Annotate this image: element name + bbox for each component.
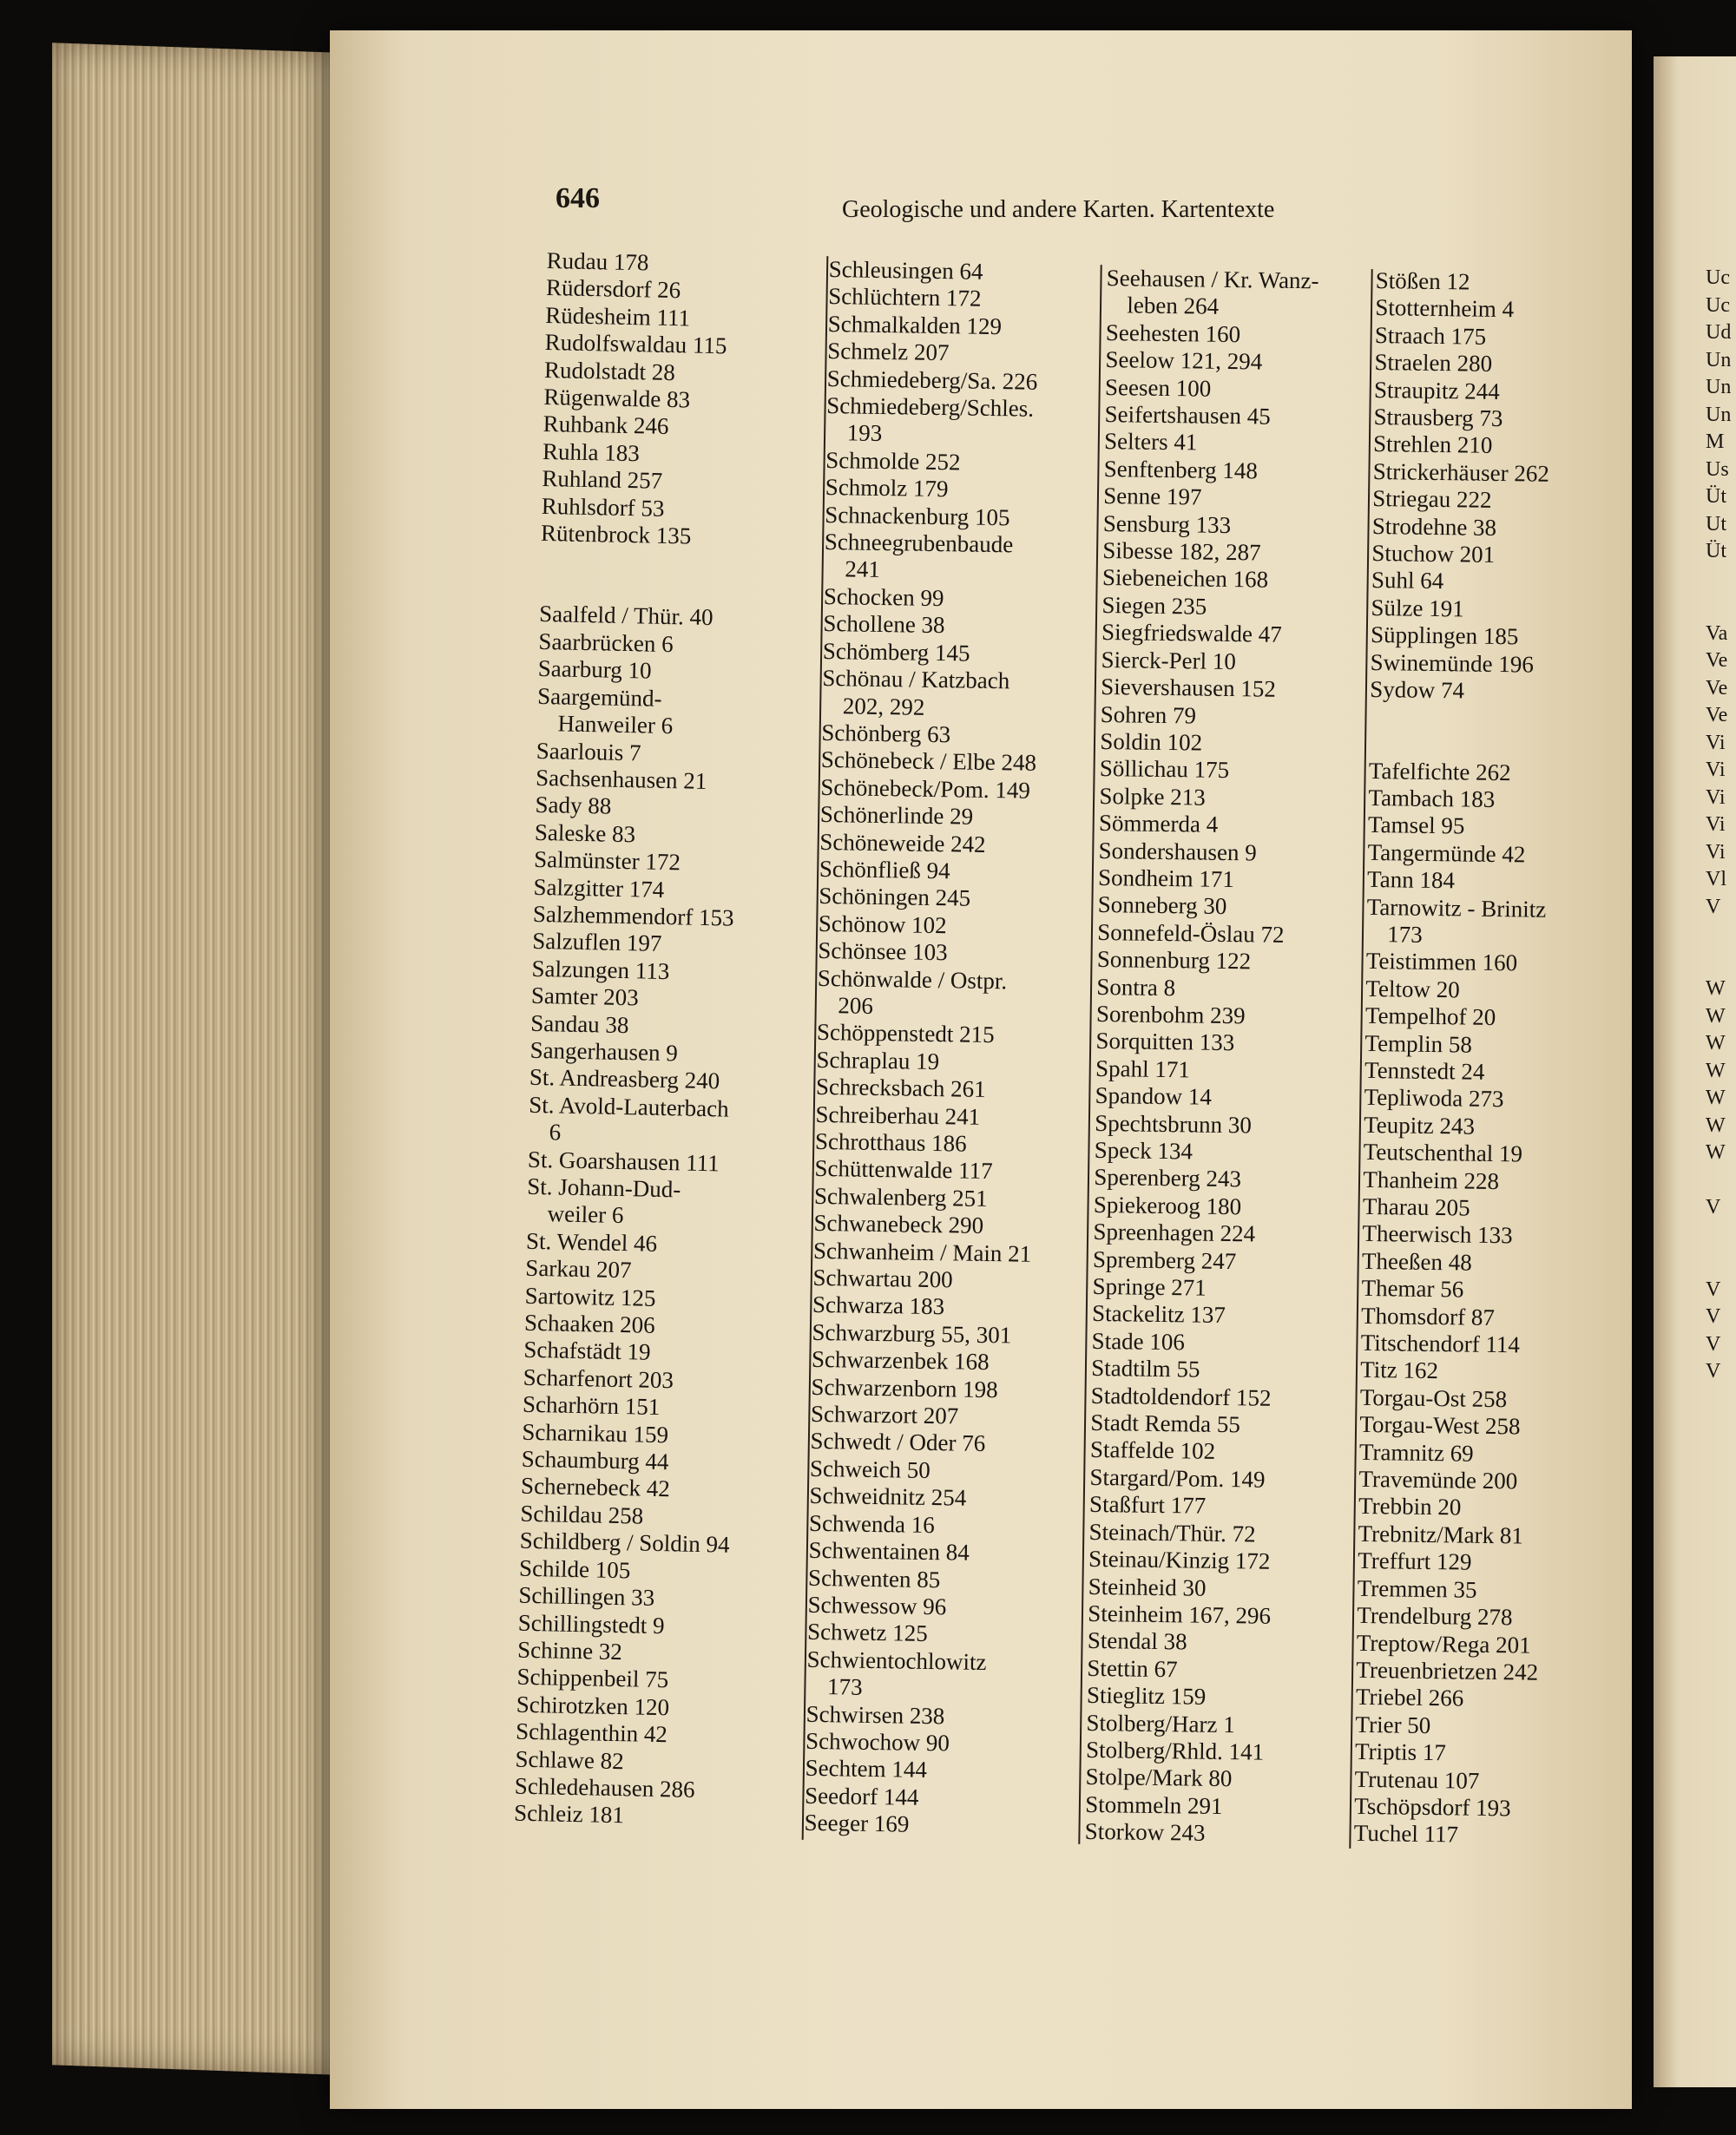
index-column-3 <box>1085 265 1367 1849</box>
index-entry: Sorenbohm 239 <box>1095 1000 1246 1029</box>
index-entry: Schleiz 181 <box>513 1799 625 1829</box>
index-entry: Rüdesheim 111 <box>545 301 691 332</box>
index-entry: Schwanebeck 290 <box>813 1210 984 1239</box>
index-entry: Tangermünde 42 <box>1367 838 1526 868</box>
next-page-fragment: Un <box>1706 403 1732 426</box>
index-entry: Saarlouis 7 <box>536 737 641 765</box>
index-entry: Schwarzenbek 168 <box>811 1346 990 1376</box>
index-entry: Sensburg 133 <box>1102 509 1232 538</box>
index-entry: Schildau 258 <box>520 1500 644 1529</box>
index-entry: Schwartau 200 <box>812 1264 953 1293</box>
index-entry: Teutschenthal 19 <box>1363 1139 1523 1167</box>
index-entry: Salzgitter 174 <box>533 873 665 903</box>
index-entry: Schwalenberg 251 <box>813 1182 988 1212</box>
index-entry: Tafelfichte 262 <box>1368 757 1511 785</box>
next-page-fragment: W <box>1706 1059 1726 1082</box>
index-entry: 193 <box>846 419 883 447</box>
next-page-fragments <box>1706 265 1736 1386</box>
index-entry: Steinach/Thür. 72 <box>1088 1518 1256 1547</box>
index-entry: Schönsee 103 <box>818 937 948 966</box>
index-entry: Saarburg 10 <box>537 655 652 684</box>
index-entry: Schmolde 252 <box>825 446 961 476</box>
index-entry: Schönfließ 94 <box>819 855 950 884</box>
index-entry: Scharnikau 159 <box>522 1418 669 1448</box>
index-entry: Schmolz 179 <box>825 474 949 503</box>
index-entry: Swinemünde 196 <box>1370 648 1535 678</box>
index-entry: Stadt Remda 55 <box>1090 1409 1241 1438</box>
index-entry: Stadtoldendorf 152 <box>1090 1382 1272 1411</box>
index-entry: Tramnitz 69 <box>1358 1438 1474 1467</box>
index-entry: Schernebeck 42 <box>520 1473 671 1502</box>
index-entry: Schnackenburg 105 <box>825 501 1010 530</box>
index-entry: Salzungen 113 <box>531 955 670 984</box>
index-entry: Torgau-Ost 258 <box>1359 1383 1508 1413</box>
index-entry: Rüdersdorf 26 <box>545 274 681 304</box>
index-entry: Staffelde 102 <box>1089 1436 1216 1465</box>
index-entry: Ruhla 183 <box>542 437 641 467</box>
index-column-1 <box>514 247 807 1833</box>
index-entry: Straupitz 244 <box>1373 376 1500 404</box>
index-entry: Schirotzken 120 <box>516 1691 670 1721</box>
index-entry: Trier 50 <box>1355 1711 1431 1738</box>
next-page-fragment <box>1706 593 1736 621</box>
index-entry: Seehesten 160 <box>1105 319 1241 347</box>
book-page-edges <box>52 43 339 2075</box>
index-entry: Schocken 99 <box>823 582 944 612</box>
index-entry: Schwanheim / Main 21 <box>812 1237 1032 1267</box>
next-page-fragment: V <box>1706 895 1721 918</box>
index-entry: Schmalkalden 129 <box>827 310 1003 339</box>
index-entry: Ruhlsdorf 53 <box>541 492 665 522</box>
index-entry: Treffurt 129 <box>1357 1547 1472 1575</box>
index-entry: Strickerhäuser 262 <box>1372 457 1550 487</box>
index-entry: Tambach 183 <box>1368 784 1496 812</box>
index-entry: Schwentainen 84 <box>808 1536 970 1566</box>
index-entry: Teltow 20 <box>1365 975 1460 1003</box>
next-page-fragment: V <box>1706 1278 1721 1301</box>
index-entry: Siegfriedswalde 47 <box>1101 619 1282 648</box>
index-entry: Striegau 222 <box>1372 485 1492 514</box>
index-entry: Sangerhausen 9 <box>529 1036 679 1067</box>
index-entry: weiler 6 <box>547 1200 624 1229</box>
index-entry: Schaumburg 44 <box>521 1445 669 1475</box>
next-page-fragment <box>1706 1167 1736 1195</box>
index-entry: Tharau 205 <box>1362 1192 1470 1221</box>
next-page-fragment <box>1706 1222 1736 1250</box>
index-entry: Seehausen / Kr. Wanz- <box>1106 265 1319 294</box>
index-entry: 241 <box>845 555 881 583</box>
index-entry: Steinheim 167, 296 <box>1088 1600 1272 1629</box>
index-entry: 173 <box>1387 921 1423 948</box>
index-entry: Stolberg/Harz 1 <box>1086 1709 1235 1738</box>
index-entry: Schrecksbach 261 <box>815 1074 986 1103</box>
index-entry: Schöningen 245 <box>819 883 971 911</box>
index-entry: Schippenbeil 75 <box>516 1663 669 1693</box>
index-entry: Sievershausen 152 <box>1101 673 1277 702</box>
next-page-fragment <box>1706 1249 1736 1277</box>
index-entry: Schinne 32 <box>516 1636 623 1665</box>
index-entry: Stolpe/Mark 80 <box>1085 1764 1233 1792</box>
index-entry: Saargemünd- <box>536 682 662 712</box>
index-entry: Schönwalde / Ostpr. <box>817 964 1008 994</box>
index-entry: Stuchow 201 <box>1371 540 1496 568</box>
index-entry: Torgau-West 258 <box>1359 1411 1521 1440</box>
index-entry: Theerwisch 133 <box>1362 1220 1513 1249</box>
index-entry: Schönebeck / Elbe 248 <box>820 746 1037 777</box>
index-entry: Schaaken 206 <box>523 1309 656 1338</box>
index-entry: Siegen 235 <box>1101 591 1207 620</box>
index-entry: Suhl 64 <box>1371 567 1444 595</box>
index-entry: Schrotthaus 186 <box>814 1127 967 1157</box>
index-entry: Seelow 121, 294 <box>1105 346 1263 375</box>
index-entry: Steinau/Kinzig 172 <box>1088 1545 1271 1574</box>
index-entry: leben 264 <box>1127 292 1220 320</box>
index-entry: Speck 134 <box>1094 1136 1194 1165</box>
index-entry: Hanweiler 6 <box>557 710 674 739</box>
index-entry: Teupitz 243 <box>1363 1111 1476 1140</box>
index-entry: Stommeln 291 <box>1085 1790 1223 1819</box>
index-entry: Strehlen 210 <box>1372 430 1493 459</box>
page-header <box>556 182 1337 234</box>
index-entry: Schneegrubenbaude <box>824 529 1014 558</box>
next-page-fragment: Us <box>1706 457 1729 481</box>
index-entry: Saalfeld / Thür. 40 <box>538 601 713 631</box>
next-page-fragment: V <box>1706 1305 1721 1328</box>
index-entry: Schildberg / Soldin 94 <box>519 1527 730 1559</box>
index-entry: Stieglitz 159 <box>1086 1681 1207 1710</box>
index-entry: Saarbrücken 6 <box>538 627 674 658</box>
index-entry: Storkow 243 <box>1084 1817 1206 1846</box>
index-entry: Schönebeck/Pom. 149 <box>820 773 1031 804</box>
index-entry: Trutenau 107 <box>1354 1765 1480 1794</box>
index-entry: Senftenberg 148 <box>1103 455 1259 484</box>
index-entry: Spechtsbrunn 30 <box>1094 1109 1253 1139</box>
next-page-fragment: W <box>1706 1113 1726 1137</box>
index-entry: Schwarzburg 55, 301 <box>812 1318 1012 1349</box>
index-entry: Treptow/Rega 201 <box>1356 1629 1531 1659</box>
index-entry: Stolberg/Rhld. 141 <box>1085 1736 1265 1765</box>
index-entry: Schömberg 145 <box>822 637 970 667</box>
index-entry: Sydow 74 <box>1370 676 1465 704</box>
index-entry: Rudau 178 <box>546 247 649 276</box>
index-entry: Sorquitten 133 <box>1095 1028 1235 1056</box>
index-entry: Theeßen 48 <box>1361 1247 1472 1276</box>
next-page-fragment: Vi <box>1706 759 1726 781</box>
index-entry: Schönerlinde 29 <box>819 801 974 830</box>
index-entry: Süpplingen 185 <box>1370 621 1519 650</box>
index-entry: Staßfurt 177 <box>1088 1491 1207 1520</box>
index-entry: Schüttenwalde 117 <box>814 1155 993 1185</box>
index-entry: Schönow 102 <box>818 910 947 938</box>
index-entry: Stade 106 <box>1091 1327 1186 1356</box>
index-entry: Stackelitz 137 <box>1091 1300 1226 1329</box>
index-entry: Schillingen 33 <box>518 1581 655 1612</box>
index-entry: Rudolstadt 28 <box>543 356 676 385</box>
index-entry: Sontra 8 <box>1096 973 1176 1001</box>
index-entry: Schleusingen 64 <box>828 256 983 285</box>
index-entry: Scharhörn 151 <box>522 1390 661 1421</box>
index-entry: Schollene 38 <box>823 610 945 639</box>
index-entry: Schraplau 19 <box>816 1046 940 1074</box>
index-entry: Schmiedeberg/Sa. 226 <box>826 365 1038 395</box>
index-entry: Travemünde 200 <box>1358 1465 1518 1494</box>
next-page-fragment: Vi <box>1706 840 1726 864</box>
index-entry: Samter 203 <box>530 982 639 1011</box>
running-head: Geologische und andere Karten. Kartentexte <box>842 196 1275 223</box>
index-entry: Ruhbank 246 <box>542 411 669 440</box>
index-entry: Seeger 169 <box>804 1809 910 1837</box>
index-entry: Trebnitz/Mark 81 <box>1358 1520 1524 1549</box>
index-entry: St. Goarshausen 111 <box>527 1146 720 1176</box>
index-entry: Schwientochlowitz <box>806 1646 987 1675</box>
index-entry: Teistimmen 160 <box>1365 948 1518 976</box>
index-entry: 206 <box>838 992 874 1019</box>
index-entry: Spreenhagen 224 <box>1093 1219 1256 1247</box>
index-entry: Tennstedt 24 <box>1364 1056 1485 1085</box>
next-page-fragment: V <box>1706 1332 1721 1356</box>
index-entry: Schafstädt 19 <box>523 1337 651 1366</box>
index-entry: Trebbin 20 <box>1358 1493 1462 1521</box>
index-entry: Tschöpsdorf 193 <box>1354 1792 1511 1822</box>
index-entry: Schöneweide 242 <box>819 828 986 857</box>
index-entry: Steinheid 30 <box>1088 1573 1207 1601</box>
next-page-fragment: V <box>1706 1196 1721 1219</box>
index-entry: Sartowitz 125 <box>524 1282 656 1311</box>
index-entry: Tamsel 95 <box>1367 811 1465 839</box>
next-page-fragment: Vi <box>1706 731 1726 754</box>
index-entry: Springe 271 <box>1092 1272 1207 1301</box>
index-entry: Strodehne 38 <box>1371 512 1497 541</box>
index-entry: Trendelburg 278 <box>1357 1601 1513 1631</box>
next-page-fragment: Vi <box>1706 785 1726 809</box>
index-entry: Schönberg 63 <box>821 719 951 748</box>
index-entry: Schönau / Katzbach <box>822 665 1010 694</box>
index-entry: Spremberg 247 <box>1092 1245 1237 1274</box>
index-entry: Salmünster 172 <box>533 845 681 876</box>
index-entry: Straelen 280 <box>1374 349 1493 378</box>
next-page-fragment: W <box>1706 1032 1726 1054</box>
next-page-fragment: Un <box>1706 376 1732 398</box>
next-page-fragment: Ut <box>1706 512 1726 535</box>
next-page-fragment: W <box>1706 1141 1726 1164</box>
index-entry: Sechtem 144 <box>805 1755 928 1784</box>
index-entry: Seesen 100 <box>1104 373 1212 402</box>
index-entry: Rudolfswaldau 115 <box>544 329 727 359</box>
index-entry: Schweich 50 <box>809 1455 930 1483</box>
index-entry: Schlawe 82 <box>515 1745 625 1774</box>
index-entry: Stadtilm 55 <box>1091 1355 1200 1383</box>
index-entry: Stargard/Pom. 149 <box>1089 1463 1266 1493</box>
index-column-2 <box>804 256 1089 1841</box>
index-entry: Tann 184 <box>1366 866 1456 894</box>
next-page-fragment: Ve <box>1706 649 1728 672</box>
index-entry: Sady 88 <box>535 792 612 820</box>
index-entry: Tempelhof 20 <box>1364 1002 1496 1031</box>
next-page-fragment: Uc <box>1706 293 1730 317</box>
index-entry: Schilde 105 <box>518 1554 631 1584</box>
index-entry: 173 <box>826 1673 863 1700</box>
index-entry: Themar 56 <box>1361 1275 1464 1303</box>
index-entry: Thanheim 228 <box>1363 1166 1500 1194</box>
index-entry: Seifertshausen 45 <box>1104 401 1271 430</box>
page-number: 646 <box>556 182 600 214</box>
index-entry: 202, 292 <box>842 692 925 720</box>
index-entry: Sandau 38 <box>529 1009 629 1038</box>
index-entry: Triebel 266 <box>1355 1684 1464 1711</box>
next-page-fragment <box>1706 949 1736 976</box>
index-entry: Strausberg 73 <box>1373 404 1503 432</box>
index-entry: Sachsenhausen 21 <box>535 764 707 794</box>
index-entry: Sibesse 182, 287 <box>1102 537 1261 566</box>
next-page-fragment: Ve <box>1706 704 1728 726</box>
next-page-fragment: V <box>1706 1360 1721 1383</box>
index-entry: Schöppenstedt 215 <box>816 1019 995 1048</box>
index-entry: Schmelz 207 <box>827 338 950 366</box>
index-entry: St. Avold-Lauterbach <box>528 1091 730 1122</box>
index-entry: Titz 162 <box>1360 1357 1439 1384</box>
index-entry: Schwarzenborn 198 <box>811 1373 998 1403</box>
index-entry: Schmiedeberg/Schles. <box>826 392 1035 422</box>
index-entry: Salzuflen 197 <box>531 928 662 957</box>
index-entry: Söllichau 175 <box>1099 755 1230 784</box>
index-entry: Stendal 38 <box>1087 1627 1187 1655</box>
index-entry: Spandow 14 <box>1095 1082 1213 1110</box>
index-entry: Spiekeroog 180 <box>1093 1191 1242 1220</box>
index-entry: Schweidnitz 254 <box>809 1482 967 1511</box>
index-entry: Solpke 213 <box>1099 782 1206 811</box>
index-entry: Soldin 102 <box>1100 727 1203 756</box>
index-entry: Sömmerda 4 <box>1098 810 1219 838</box>
next-page-fragment: W <box>1706 1004 1726 1028</box>
next-page-fragment: Va <box>1706 621 1728 645</box>
index-entry: Scharfenort 203 <box>523 1363 674 1394</box>
index-entry: Seedorf 144 <box>804 1782 919 1810</box>
index-entry: Sierck-Perl 10 <box>1101 646 1237 674</box>
index-entry: Stotternheim 4 <box>1375 294 1515 323</box>
index-entry: Schwenda 16 <box>808 1509 936 1538</box>
index-entry: Sülze 191 <box>1371 594 1464 622</box>
index-entry: Treuenbrietzen 242 <box>1356 1656 1539 1685</box>
index-entry: Sonnefeld-Öslau 72 <box>1097 918 1285 948</box>
index-entry: Schwarza 183 <box>812 1291 945 1320</box>
next-page-fragment: Üt <box>1706 540 1726 562</box>
index-entry: Schwetz 125 <box>806 1619 929 1647</box>
index-entry: Schwedt / Oder 76 <box>810 1428 986 1457</box>
next-page-fragment: M <box>1706 430 1725 453</box>
index-entry: Sondershausen 9 <box>1098 837 1258 866</box>
index-entry: Triptis 17 <box>1354 1738 1447 1766</box>
index-entry: Schlüchtern 172 <box>828 283 982 312</box>
index-entry: St. Andreasberg 240 <box>529 1064 720 1094</box>
next-page-fragment: W <box>1706 1087 1726 1109</box>
next-page-fragment <box>1706 566 1736 594</box>
index-entry: Sondheim 171 <box>1097 864 1235 893</box>
next-page-fragment: Uc <box>1706 266 1730 289</box>
index-entry: Straach 175 <box>1374 321 1487 350</box>
index-entry: Salzhemmendorf 153 <box>532 900 734 931</box>
index-entry: Sperenberg 243 <box>1094 1164 1242 1192</box>
next-page-fragment: Vl <box>1706 868 1726 890</box>
index-entry: Stettin 67 <box>1087 1654 1178 1683</box>
next-page-fragment: Un <box>1706 348 1732 371</box>
index-entry: St. Johann-Dud- <box>527 1173 681 1203</box>
index-entry: Schreiberhau 241 <box>815 1100 981 1130</box>
index-entry: Senne 197 <box>1103 483 1202 510</box>
index-entry: Sonnenburg 122 <box>1096 946 1252 975</box>
index-entry: Sarkau 207 <box>525 1254 632 1284</box>
index-entry: Tremmen 35 <box>1357 1574 1477 1603</box>
index-entry: Schwessow 96 <box>807 1591 947 1620</box>
index-entry: Spahl 171 <box>1095 1054 1191 1083</box>
next-page-fragment <box>1706 921 1736 949</box>
index-entry: Rügenwalde 83 <box>543 383 691 413</box>
index-entry: Titschendorf 114 <box>1360 1329 1521 1358</box>
next-page-fragment: Ud <box>1706 321 1732 344</box>
index-entry: Schwenten 85 <box>807 1564 941 1593</box>
index-entry: Tuchel 117 <box>1353 1820 1459 1848</box>
next-page-fragment: W <box>1706 977 1726 1000</box>
next-page-fragment: Ve <box>1706 676 1728 700</box>
index-entry: Schwirsen 238 <box>806 1700 945 1729</box>
index-entry: Templin 58 <box>1364 1029 1473 1058</box>
index-entry: Thomsdorf 87 <box>1360 1302 1496 1330</box>
index-entry: Tepliwoda 273 <box>1364 1084 1504 1113</box>
index-entry: Siebeneichen 168 <box>1101 564 1269 594</box>
index-entry: Saleske 83 <box>534 818 636 848</box>
index-column-4 <box>1354 267 1636 1851</box>
next-page-fragment: Üt <box>1706 485 1726 508</box>
index-entry: Ruhland 257 <box>542 465 663 495</box>
index-entry: Sohren 79 <box>1100 700 1197 728</box>
index-entry: Schillingstedt 9 <box>517 1609 665 1639</box>
index-entry: Schwarzort 207 <box>810 1400 959 1429</box>
index-entry: Selters 41 <box>1103 428 1198 456</box>
index-entry: Stößen 12 <box>1375 267 1470 295</box>
index-entry: Sonneberg 30 <box>1097 891 1227 920</box>
index-entry: Rütenbrock 135 <box>540 519 692 549</box>
index-entry: Schwochow 90 <box>805 1727 950 1757</box>
index-entry: St. Wendel 46 <box>525 1227 658 1257</box>
index-entry: Tarnowitz - Brinitz <box>1366 893 1547 923</box>
index-entry: Schlagenthin 42 <box>515 1718 668 1748</box>
index-entry: Schledehausen 286 <box>514 1772 695 1803</box>
next-page-fragment: Vi <box>1706 813 1726 836</box>
index-entry: 6 <box>549 1119 562 1146</box>
